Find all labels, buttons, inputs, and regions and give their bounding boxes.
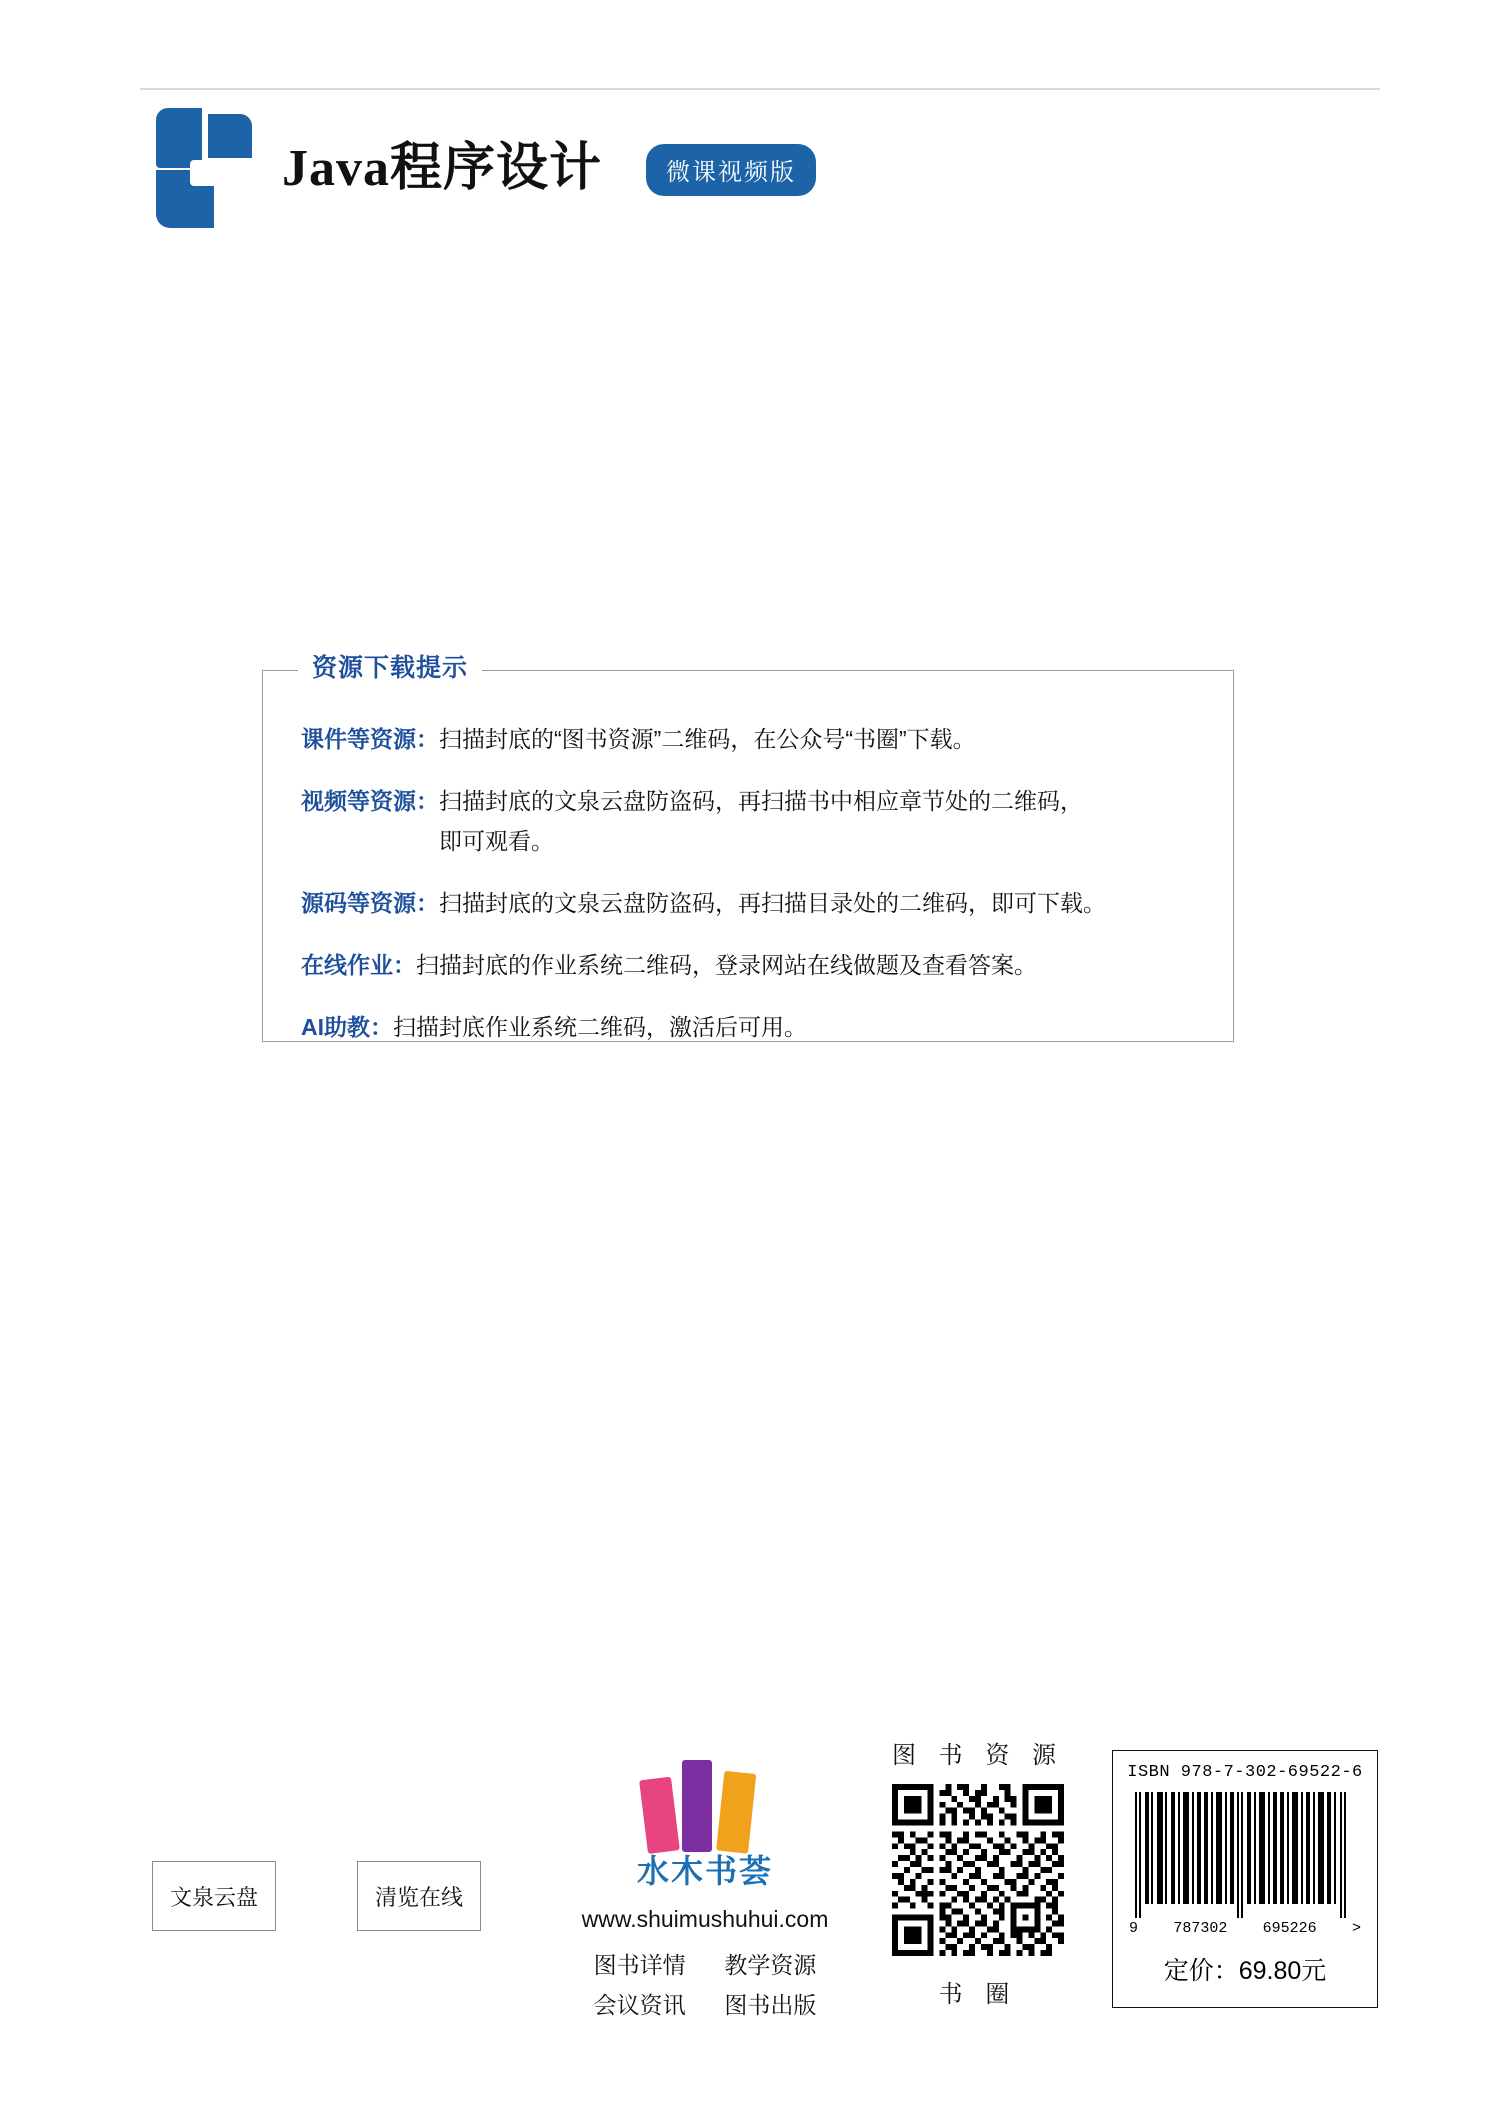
price-label: 定价：69.80元 (1163, 1957, 1327, 1985)
notice-row-text (439, 781, 1207, 861)
qr-caption-top: 图 书 资 源 (891, 1742, 1064, 1769)
notice-row-label: AI助教： (301, 1014, 393, 1040)
barcode-svg (1131, 1792, 1359, 1918)
notice-row (301, 719, 1207, 759)
barcode-icon (1131, 1792, 1359, 1918)
qr-code-svg (892, 1784, 1064, 1956)
ean-group-2: 695226 (1262, 1920, 1317, 1937)
notice-row-label: 源码等资源： (301, 890, 439, 916)
notice-row-label: 课件等资源： (301, 726, 439, 752)
notice-row-text: 扫描封底的作业系统二维码，登录网站在线做题及查看答案。 (416, 952, 1037, 978)
qinglan-online-box[interactable]: 清览在线 (357, 1861, 481, 1931)
ean-right-marker: > (1351, 1920, 1361, 1937)
notice-row-label: 在线作业： (301, 952, 416, 978)
notice-row (301, 883, 1207, 923)
title-badge: 微课视频版 (646, 144, 816, 196)
publisher-links (560, 1945, 850, 2025)
notice-row-label: 视频等资源： (301, 788, 439, 814)
books-logo-icon (646, 1748, 764, 1852)
notice-row-text-line2: 即可观看。 (439, 828, 554, 854)
notice-row-text-line1: 扫描封底的文泉云盘防盗码，再扫描书中相应章节处的二维码， (439, 788, 1083, 814)
publisher-block (560, 1748, 850, 2025)
publisher-link[interactable]: 教学资源 (724, 1952, 817, 1978)
publisher-url[interactable]: www.shuimushuhui.com (581, 1906, 829, 1932)
notice-title: 资源下载提示 (298, 648, 482, 684)
resource-notice-box (262, 670, 1234, 1042)
notice-row-text: 扫描封底作业系统二维码，激活后可用。 (393, 1014, 807, 1040)
qr-code-icon[interactable] (892, 1784, 1064, 1956)
ean-left-digit: 9 (1129, 1920, 1139, 1937)
blocks-logo-icon (150, 108, 270, 228)
isbn-text: ISBN 978-7-302-69522-6 (1127, 1763, 1363, 1782)
book-resource-qr-block (880, 1735, 1076, 2009)
wenquan-cloud-box[interactable]: 文泉云盘 (152, 1861, 276, 1931)
isbn-barcode-box (1112, 1750, 1378, 2008)
notice-row-text: 扫描封底的“图书资源”二维码，在公众号“书圈”下载。 (439, 726, 976, 752)
publisher-link[interactable]: 图书详情 (593, 1952, 686, 1978)
notice-row-text: 扫描封底的文泉云盘防盗码，再扫描目录处的二维码，即可下载。 (439, 890, 1106, 916)
publisher-link[interactable]: 图书出版 (724, 1992, 817, 2018)
ean-digits (1129, 1920, 1361, 1937)
notice-row (301, 781, 1207, 861)
ean-group-1: 787302 (1173, 1920, 1228, 1937)
publisher-name: 水木书荟 (636, 1853, 773, 1889)
notice-rows (301, 719, 1207, 1069)
qr-caption-bottom: 书 圈 (938, 1981, 1018, 2008)
notice-row (301, 945, 1207, 985)
publisher-link[interactable]: 会议资讯 (593, 1992, 686, 2018)
notice-row (301, 1007, 1207, 1047)
header-rule (140, 88, 1380, 90)
page-title: Java程序设计 (282, 140, 603, 197)
